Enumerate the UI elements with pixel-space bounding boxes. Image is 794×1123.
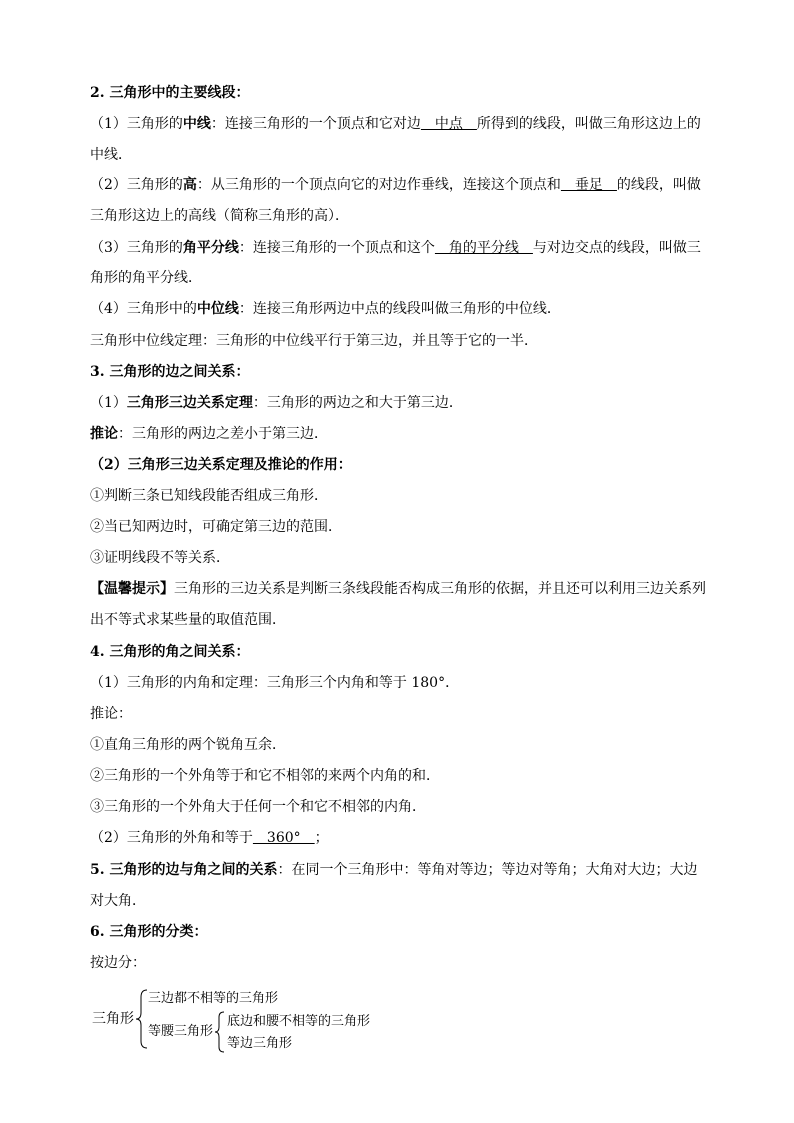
class-isosceles: 等腰三角形 [148, 1024, 214, 1039]
angle-inference-1: ①直角三角形的两个锐角互余． [90, 737, 286, 753]
section-2-heading: 2. 三角形中的主要线段： [90, 85, 250, 101]
isosceles-brace [214, 1011, 226, 1053]
section-6-heading: 6. 三角形的分类： [90, 924, 208, 940]
bisector-definition: （3）三角形的角平分线：连接三角形的一个顶点和这个 角的平分线 与对边交点的线段，叫做三 [90, 240, 701, 256]
class-scalene: 三边都不相等的三角形 [148, 991, 279, 1006]
angle-inference-3: ③三角形的一个外角大于任何一个和它不相邻的内角． [90, 799, 426, 815]
classification-brace [135, 988, 149, 1050]
section-3-heading: 3. 三角形的边之间关系： [90, 364, 250, 380]
angle-sum-theorem: （1）三角形的内角和定理：三角形三个内角和等于 180°． [90, 675, 460, 691]
warm-tip-cont: 出不等式求某些量的取值范围． [90, 612, 286, 628]
classification-root: 三角形 [92, 1011, 134, 1027]
altitude-blank: 垂足 [560, 177, 617, 193]
use-item-2: ②当已知两边时，可确定第三边的范围． [90, 519, 342, 535]
median-definition: （1）三角形的中线：连接三角形的一个顶点和它对边 中点 所得到的线段，叫做三角形这边上的 [90, 116, 701, 132]
side-angle-relation-cont: 对大角． [90, 893, 146, 909]
altitude-definition-cont: 三角形这边上的高线（简称三角形的高）． [90, 208, 349, 224]
median-blank: 中点 [420, 116, 477, 132]
altitude-definition: （2）三角形的高：从三角形的一个顶点向它的对边作垂线，连接这个顶点和 垂足 的线段，叫做 [90, 177, 701, 193]
section-4-heading: 4. 三角形的角之间关系： [90, 644, 250, 660]
angle-inference-2: ②三角形的一个外角等于和它不相邻的来两个内角的和． [90, 768, 440, 784]
median-definition-cont: 中线． [90, 147, 132, 163]
use-item-3: ③证明线段不等关系． [90, 550, 230, 566]
exterior-angle-sum: （2）三角形的外角和等于 360° ； [90, 830, 329, 846]
classify-by-side-label: 按边分： [90, 955, 146, 971]
side-relation-theorem: （1）三角形三边关系定理：三角形的两边之和大于第三边． [90, 395, 463, 411]
class-equilateral: 等边三角形 [227, 1036, 293, 1051]
class-iso-scalene: 底边和腰不相等的三角形 [227, 1014, 371, 1029]
midline-theorem: 三角形中位线定理：三角形的中位线平行于第三边，并且等于它的一半． [90, 333, 538, 349]
use-item-1: ①判断三条已知线段能否组成三角形． [90, 488, 328, 504]
warm-tip: 【温馨提示】三角形的三边关系是判断三条线段能否构成三角形的依据，并且还可以利用三边关系列 [90, 581, 706, 597]
bisector-blank: 角的平分线 [434, 240, 533, 256]
side-angle-relation: 5. 三角形的边与角之间的关系：在同一个三角形中：等角对等边；等边对等角；大角对大边；大边 [90, 862, 698, 878]
side-relation-uses-heading: （2）三角形三边关系定理及推论的作用： [90, 457, 352, 473]
midline-definition: （4）三角形中的中位线：连接三角形两边中点的线段叫做三角形的中位线． [90, 301, 561, 317]
bisector-definition-cont: 角形的角平分线． [90, 270, 202, 286]
exterior-angle-blank: 360° [252, 830, 315, 846]
angle-inference-label: 推论： [90, 706, 132, 722]
side-relation-inference: 推论：三角形的两边之差小于第三边． [90, 426, 328, 442]
